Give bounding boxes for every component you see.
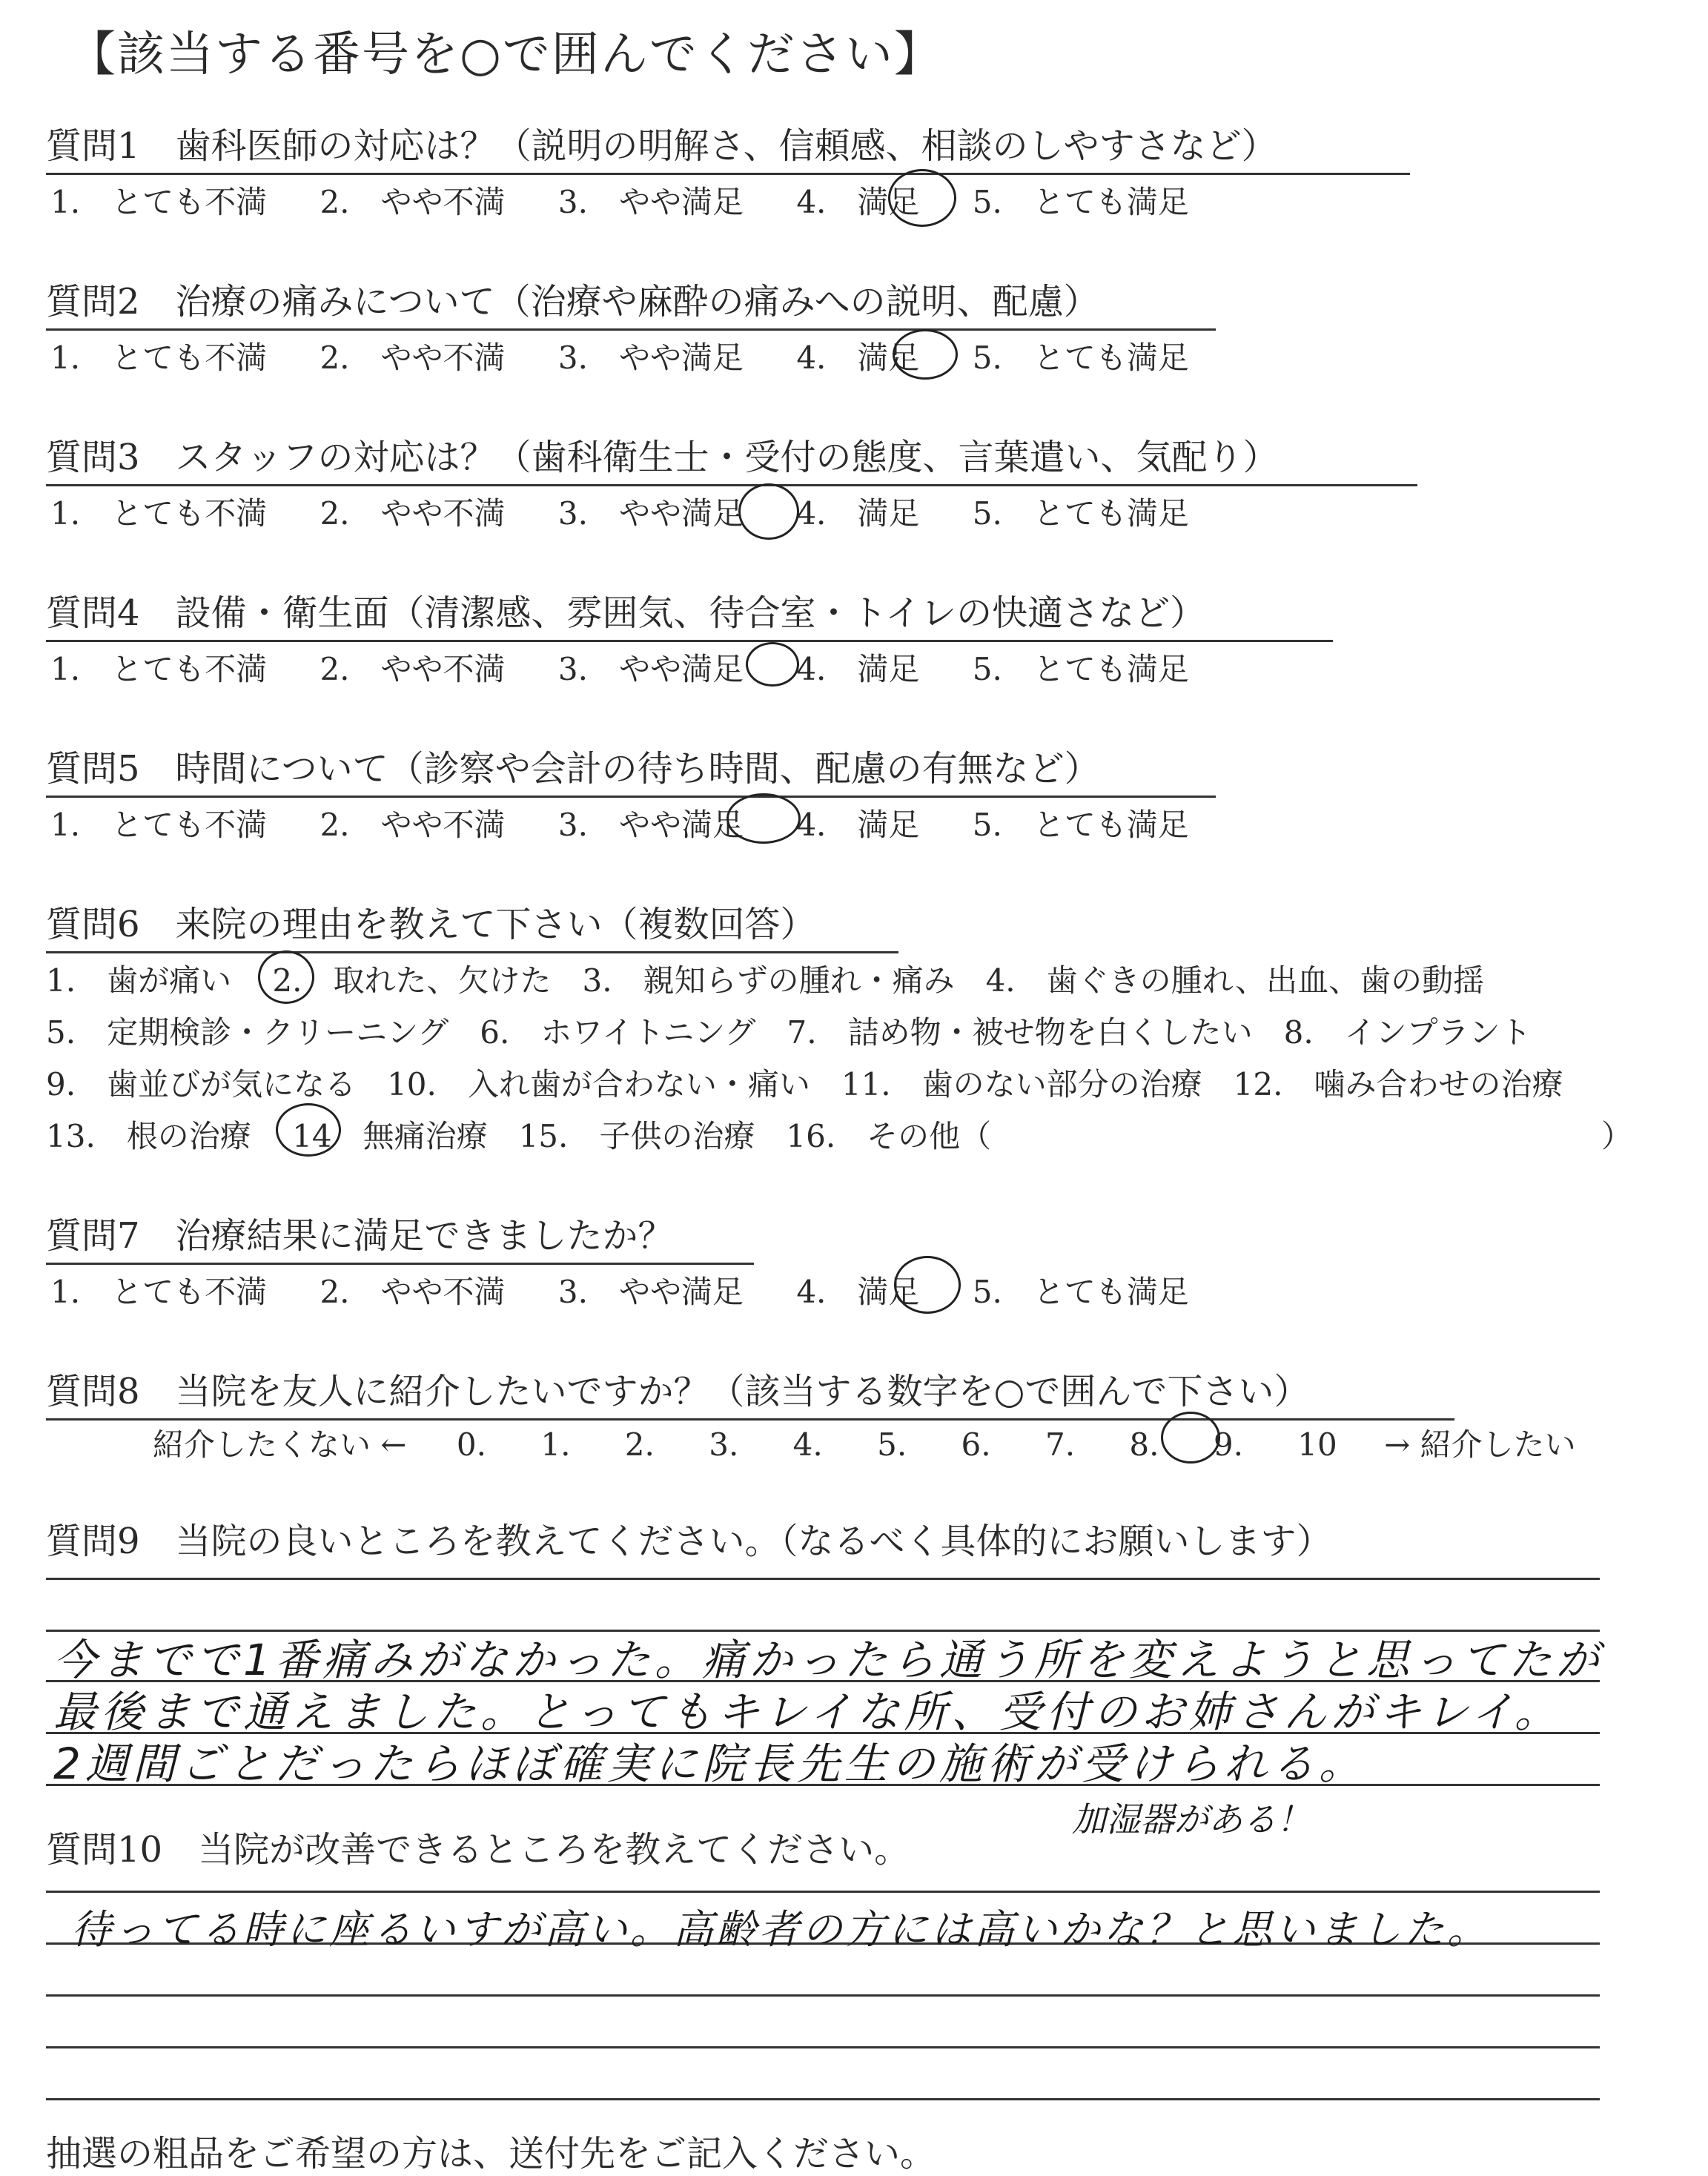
- option[interactable]: 5. とても満足: [972, 1274, 1189, 1310]
- answer-line: [46, 1994, 1600, 1997]
- option[interactable]: 3. やや満足: [557, 495, 744, 532]
- option[interactable]: 4. 満足: [796, 184, 920, 220]
- option[interactable]: 4. 満足: [796, 495, 920, 532]
- option[interactable]: 1. とても不満: [50, 651, 268, 687]
- selection-circle: [893, 329, 958, 380]
- selection-circle: [738, 483, 799, 540]
- question-9-title: 質問9 当院の良いところを教えてください。（なるべく具体的にお願いします）: [46, 1521, 1332, 1562]
- question-4-options: [50, 645, 1232, 689]
- scale-value[interactable]: 8.: [1129, 1426, 1159, 1463]
- option[interactable]: 1. とても不満: [50, 184, 268, 220]
- selection-circle: [894, 1256, 961, 1314]
- question-6-other-close: ）: [1601, 1118, 1633, 1154]
- question-6-row-3: 9. 歯並びが気になる 10. 入れ歯が合わない・痛い 11. 歯のない部分の治療 12. 噛み合わせの治療: [46, 1066, 1563, 1102]
- answer-line: [46, 2098, 1600, 2100]
- scale-left-label: 紹介したくない ←: [153, 1426, 407, 1463]
- option[interactable]: 5. とても満足: [972, 807, 1189, 843]
- option[interactable]: 1. とても不満: [50, 1274, 268, 1310]
- option[interactable]: 1. とても不満: [50, 495, 268, 532]
- handwritten-answer-line: 今までで1番痛みがなかった。痛かったら通う所を変えようと思ってたが: [53, 1635, 1603, 1685]
- question-6-row-1: 1. 歯が痛い 2. 取れた、欠けた 3. 親知らずの腫れ・痛み 4. 歯ぐきの腫れ、出血、歯の動揺: [46, 962, 1485, 999]
- scale-value[interactable]: 1.: [540, 1426, 571, 1463]
- question-7-options: [50, 1268, 1232, 1312]
- option[interactable]: 4. 満足: [796, 807, 920, 843]
- scale-value[interactable]: 9.: [1213, 1426, 1243, 1463]
- scale-value[interactable]: 3.: [709, 1426, 739, 1463]
- page-header: 【該当する番号を○で囲んでください】: [68, 27, 943, 82]
- handwritten-answer-line: 2週間ごとだったらほぼ確実に院長先生の施術が受けられる。: [53, 1739, 1366, 1789]
- selection-circle: [1161, 1412, 1220, 1464]
- scale-value[interactable]: 7.: [1045, 1426, 1076, 1463]
- option[interactable]: 2. やや不満: [320, 1274, 506, 1310]
- selection-circle: [888, 169, 956, 227]
- selection-circle: [258, 950, 314, 1004]
- question-8-scale: [153, 1421, 1576, 1465]
- scale-value[interactable]: 4.: [792, 1426, 823, 1463]
- option[interactable]: 3. やや満足: [557, 807, 744, 843]
- answer-line: [46, 1578, 1600, 1580]
- option[interactable]: 4. 満足: [796, 651, 920, 687]
- option[interactable]: 4. 満足: [796, 340, 920, 376]
- question-10-title: 質問10 当院が改善できるところを教えてください。: [46, 1829, 910, 1871]
- question-5-options: [50, 801, 1232, 845]
- option[interactable]: 3. やや満足: [557, 184, 744, 220]
- question-1-options: [50, 178, 1232, 222]
- option[interactable]: 2. やや不満: [320, 807, 506, 843]
- handwritten-answer: 待ってる時に座るいすが高い。高齢者の方には高いかな？と思いました。: [71, 1906, 1490, 1953]
- question-6-row-2: 5. 定期検診・クリーニング 6. ホワイトニング 7. 詰め物・被せ物を白くしたい 8. インプラント: [46, 1014, 1532, 1051]
- question-5-title: 質問5 時間について（診察や会計の待ち時間、配慮の有無など）: [46, 740, 1216, 798]
- question-2-title: 質問2 治療の痛みについて（治療や麻酔の痛みへの説明、配慮）: [46, 273, 1216, 331]
- option[interactable]: 2. やや不満: [320, 651, 506, 687]
- scale-value[interactable]: 0.: [456, 1426, 486, 1463]
- question-3-title: 質問3 スタッフの対応は？（歯科衛生士・受付の態度、言葉遣い、気配り）: [46, 429, 1417, 486]
- option[interactable]: 3. やや満足: [557, 651, 744, 687]
- option[interactable]: 5. とても満足: [972, 651, 1189, 687]
- question-8-title: 質問8 当院を友人に紹介したいですか？（該当する数字を○で囲んで下さい）: [46, 1363, 1454, 1421]
- selection-circle: [746, 642, 799, 687]
- option[interactable]: 2. やや不満: [320, 495, 506, 532]
- scale-value[interactable]: 2.: [624, 1426, 655, 1463]
- option[interactable]: 3. やや満足: [557, 1274, 744, 1310]
- scale-value[interactable]: 5.: [877, 1426, 907, 1463]
- question-2-options: [50, 334, 1232, 378]
- question-4-title: 質問4 設備・衛生面（清潔感、雰囲気、待合室・トイレの快適さなど）: [46, 584, 1333, 642]
- scale-value[interactable]: 6.: [961, 1426, 991, 1463]
- option[interactable]: 3. やや満足: [557, 340, 744, 376]
- option[interactable]: 2. やや不満: [320, 184, 506, 220]
- option[interactable]: 1. とても不満: [50, 807, 268, 843]
- footer-text: 抽選の粗品をご希望の方は、送付先をご記入ください。: [46, 2133, 936, 2175]
- question-6-row-4: 13. 根の治療 14 無痛治療 15. 子供の治療 16. その他（: [46, 1118, 992, 1154]
- question-7-title: 質問7 治療結果に満足できましたか？: [46, 1207, 754, 1265]
- option[interactable]: 4. 満足: [796, 1274, 920, 1310]
- selection-circle: [276, 1103, 341, 1157]
- handwritten-answer-line: 最後まで通えました。とってもキレイな所、受付のお姉さんがキレイ。: [53, 1687, 1562, 1737]
- option[interactable]: 5. とても満足: [972, 340, 1189, 376]
- question-6-title: 質問6 来院の理由を教えて下さい（複数回答）: [46, 896, 898, 953]
- handwritten-note: 加湿器がある！: [1072, 1799, 1311, 1839]
- answer-line: [46, 2046, 1600, 2048]
- scale-right-label: → 紹介したい: [1384, 1426, 1576, 1463]
- question-3-options: [50, 489, 1232, 534]
- scale-value[interactable]: 10: [1297, 1426, 1337, 1463]
- option[interactable]: 2. やや不満: [320, 340, 506, 376]
- question-1-title: 質問1 歯科医師の対応は？（説明の明解さ、信頼感、相談のしやすさなど）: [46, 117, 1410, 175]
- option[interactable]: 1. とても不満: [50, 340, 268, 376]
- option[interactable]: 5. とても満足: [972, 495, 1189, 532]
- selection-circle: [726, 793, 801, 844]
- answer-line: [46, 1891, 1600, 1893]
- option[interactable]: 5. とても満足: [972, 184, 1189, 220]
